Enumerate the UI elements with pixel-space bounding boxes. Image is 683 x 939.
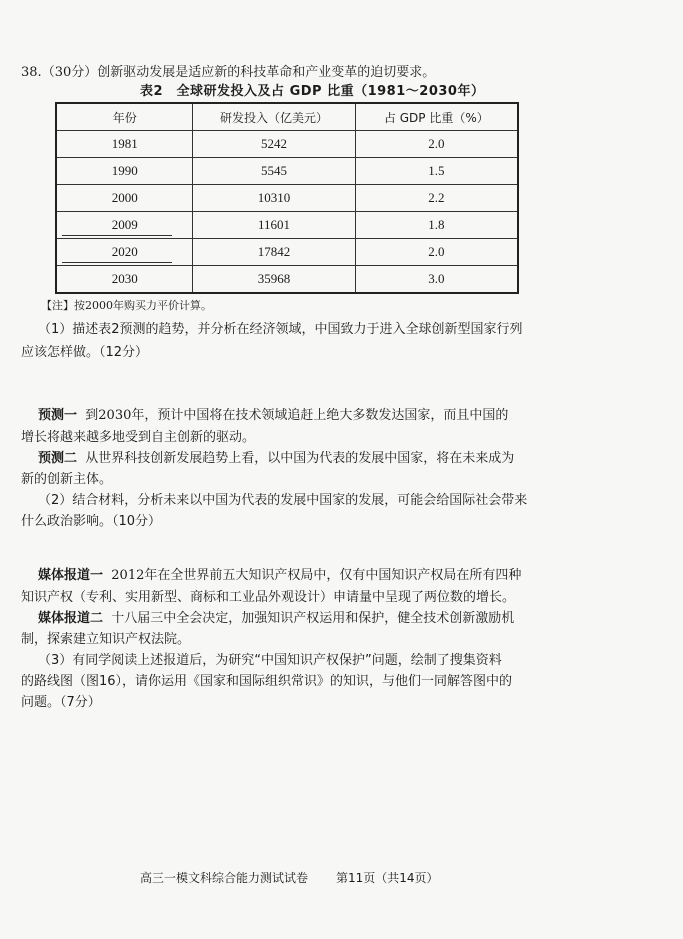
sub-question-3-line2: 的路线图（图16），请你运用《国家和国际组织常识》的知识，与他们一同解答图中的	[21, 674, 513, 689]
forecast-1-text: 到2030年，预计中国将在技术领域追赶上绝大多数发达国家，而且中国的	[85, 408, 509, 423]
cell-investment: 5545	[193, 158, 355, 185]
cell-gdp-share: 1.5	[355, 158, 518, 185]
sub-question-3-line3: 问题。（7分）	[21, 695, 101, 710]
cell-year: 2020	[56, 239, 193, 266]
cell-gdp-share: 2.2	[355, 185, 518, 212]
page-footer	[140, 869, 439, 886]
forecast-2-line2: 新的创新主体。	[21, 472, 113, 487]
cell-investment: 35968	[193, 266, 355, 294]
forecast-2-text: 从世界科技创新发展趋势上看，以中国为代表的发展中国家，将在未来成为	[85, 451, 515, 466]
table-row	[56, 158, 518, 185]
cell-investment: 5242	[193, 131, 355, 158]
cell-investment: 10310	[193, 185, 355, 212]
cell-year: 1990	[56, 158, 193, 185]
forecast-2	[38, 447, 514, 466]
table-row	[56, 266, 518, 294]
cell-investment: 17842	[193, 239, 355, 266]
header-gdp-share: 占 GDP 比重（%）	[355, 103, 518, 131]
media-report-2	[38, 607, 514, 626]
scan-artifact-line	[62, 235, 172, 236]
forecast-1-label: 预测一	[38, 408, 78, 423]
media-report-2-text: 十八届三中全会决定，加强知识产权运用和保护，健全技术创新激励机	[111, 611, 515, 626]
cell-gdp-share: 2.0	[355, 131, 518, 158]
forecast-2-label: 预测二	[38, 451, 78, 466]
cell-year: 2000	[56, 185, 193, 212]
cell-year: 2030	[56, 266, 193, 294]
table-caption: 表2 全球研发投入及占 GDP 比重（1981～2030年）	[140, 84, 485, 99]
sub-question-2-line2: 什么政治影响。（10分）	[21, 514, 162, 529]
forecast-1-line2: 增长将越来越多地受到自主创新的驱动。	[21, 430, 256, 445]
table-row	[56, 185, 518, 212]
question-intro: 创新驱动发展是适应新的科技革命和产业变革的迫切要求。	[97, 65, 436, 80]
question-number: 38.	[21, 65, 42, 80]
page-number: 第11页（共14页）	[336, 871, 439, 885]
media-report-1-line2: 知识产权（专利、实用新型、商标和工业品外观设计）申请量中呈现了两位数的增长。	[21, 590, 516, 605]
cell-year: 1981	[56, 131, 193, 158]
cell-gdp-share: 2.0	[355, 239, 518, 266]
scan-artifact-line	[62, 262, 172, 263]
sub-question-3-line1: （3）有同学阅读上述报道后，为研究“中国知识产权保护”问题，绘制了搜集资料	[38, 653, 502, 668]
media-report-1-text: 2012年在全世界前五大知识产权局中，仅有中国知识产权局在所有四种	[111, 568, 522, 583]
header-investment: 研发投入（亿美元）	[193, 103, 355, 131]
sub-question-1-line2: 应该怎样做。（12分）	[21, 345, 149, 360]
sub-question-2-line1: （2）结合材料，分析未来以中国为代表的发展中国家的发展，可能会给国际社会带来	[38, 493, 528, 508]
table-row	[56, 131, 518, 158]
question-header	[21, 61, 435, 80]
media-report-2-label: 媒体报道二	[38, 611, 104, 626]
rd-investment-table	[55, 102, 519, 294]
media-report-1-label: 媒体报道一	[38, 568, 104, 583]
table-note: 【注】按2000年购买力平价计算。	[41, 299, 212, 312]
question-points: （30分）	[41, 65, 98, 80]
sub-question-1-line1: （1）描述表2预测的趋势，并分析在经济领域，中国致力于进入全球创新型国家行列	[38, 322, 523, 337]
cell-gdp-share: 3.0	[355, 266, 518, 294]
cell-investment: 11601	[193, 212, 355, 239]
exam-title: 高三一模文科综合能力测试试卷	[140, 871, 309, 885]
cell-year: 2009	[56, 212, 193, 239]
media-report-1	[38, 564, 521, 583]
media-report-2-line2: 制，探索建立知识产权法院。	[21, 632, 191, 647]
header-year: 年份	[56, 103, 193, 131]
table-header-row	[56, 103, 518, 131]
cell-gdp-share: 1.8	[355, 212, 518, 239]
forecast-1	[38, 404, 508, 423]
